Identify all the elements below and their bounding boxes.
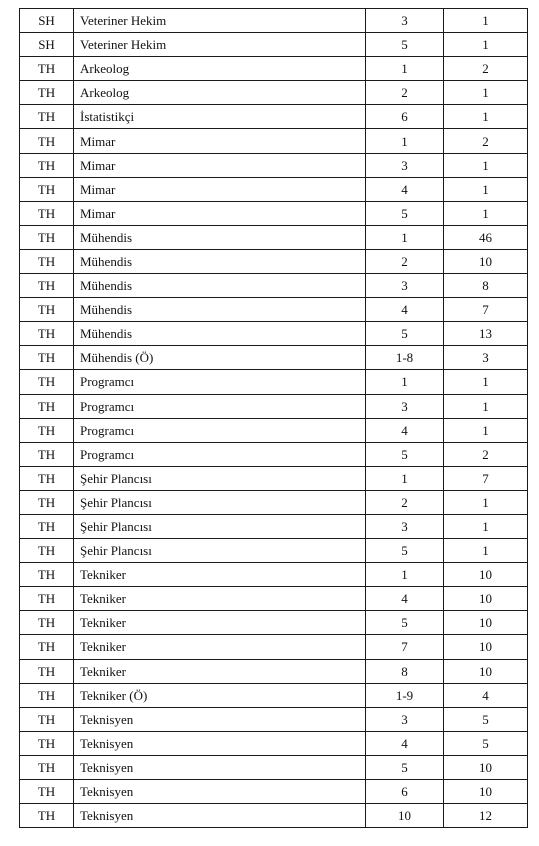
table-row: [20, 635, 528, 659]
table-row: [20, 466, 528, 490]
position-title-cell: Mühendis: [74, 322, 366, 346]
position-title-cell: Mühendis: [74, 249, 366, 273]
position-title-cell: Teknisyen: [74, 780, 366, 804]
service-class-cell: TH: [20, 804, 74, 828]
grade-level-cell: 3: [366, 153, 444, 177]
table-row: [20, 249, 528, 273]
position-count-cell: 10: [444, 249, 528, 273]
table-row: [20, 201, 528, 225]
table-row: [20, 659, 528, 683]
service-class-cell: TH: [20, 731, 74, 755]
table-row: [20, 418, 528, 442]
position-count-cell: 5: [444, 707, 528, 731]
grade-level-cell: 5: [366, 755, 444, 779]
table-row: [20, 780, 528, 804]
service-class-cell: TH: [20, 539, 74, 563]
position-title-cell: İstatistikçi: [74, 105, 366, 129]
grade-level-cell: 8: [366, 659, 444, 683]
position-count-cell: 1: [444, 394, 528, 418]
table-row: [20, 370, 528, 394]
position-count-cell: 7: [444, 298, 528, 322]
position-count-cell: 10: [444, 755, 528, 779]
grade-level-cell: 1: [366, 129, 444, 153]
service-class-cell: TH: [20, 322, 74, 346]
table-row: [20, 514, 528, 538]
service-class-cell: TH: [20, 466, 74, 490]
position-count-cell: 7: [444, 466, 528, 490]
table-row: [20, 322, 528, 346]
service-class-cell: TH: [20, 201, 74, 225]
grade-level-cell: 2: [366, 490, 444, 514]
table-row: [20, 804, 528, 828]
position-title-cell: Tekniker (Ö): [74, 683, 366, 707]
service-class-cell: TH: [20, 298, 74, 322]
table-row: [20, 611, 528, 635]
service-class-cell: TH: [20, 177, 74, 201]
position-title-cell: Tekniker: [74, 611, 366, 635]
grade-level-cell: 2: [366, 249, 444, 273]
grade-level-cell: 6: [366, 105, 444, 129]
grade-level-cell: 1: [366, 225, 444, 249]
grade-level-cell: 1: [366, 370, 444, 394]
service-class-cell: TH: [20, 587, 74, 611]
service-class-cell: SH: [20, 33, 74, 57]
position-title-cell: Mühendis (Ö): [74, 346, 366, 370]
table-row: [20, 707, 528, 731]
grade-level-cell: 1-8: [366, 346, 444, 370]
position-count-cell: 10: [444, 635, 528, 659]
service-class-cell: TH: [20, 563, 74, 587]
grade-level-cell: 3: [366, 394, 444, 418]
position-title-cell: Mühendis: [74, 225, 366, 249]
position-title-cell: Tekniker: [74, 587, 366, 611]
grade-level-cell: 4: [366, 298, 444, 322]
position-count-cell: 1: [444, 490, 528, 514]
position-title-cell: Programcı: [74, 418, 366, 442]
position-count-cell: 12: [444, 804, 528, 828]
position-count-cell: 10: [444, 587, 528, 611]
table-row: [20, 442, 528, 466]
position-count-cell: 10: [444, 659, 528, 683]
grade-level-cell: 4: [366, 177, 444, 201]
service-class-cell: TH: [20, 418, 74, 442]
grade-level-cell: 2: [366, 81, 444, 105]
service-class-cell: TH: [20, 153, 74, 177]
table-row: [20, 33, 528, 57]
grade-level-cell: 1: [366, 466, 444, 490]
position-count-cell: 1: [444, 514, 528, 538]
staff-position-table: [19, 8, 528, 828]
table-row: [20, 9, 528, 33]
position-count-cell: 1: [444, 418, 528, 442]
position-count-cell: 5: [444, 731, 528, 755]
service-class-cell: TH: [20, 129, 74, 153]
grade-level-cell: 1: [366, 563, 444, 587]
service-class-cell: TH: [20, 442, 74, 466]
position-title-cell: Mühendis: [74, 298, 366, 322]
position-count-cell: 46: [444, 225, 528, 249]
position-count-cell: 3: [444, 346, 528, 370]
grade-level-cell: 5: [366, 539, 444, 563]
position-title-cell: Şehir Plancısı: [74, 514, 366, 538]
grade-level-cell: 7: [366, 635, 444, 659]
table-row: [20, 490, 528, 514]
service-class-cell: TH: [20, 225, 74, 249]
grade-level-cell: 10: [366, 804, 444, 828]
service-class-cell: TH: [20, 780, 74, 804]
position-count-cell: 10: [444, 563, 528, 587]
service-class-cell: TH: [20, 57, 74, 81]
grade-level-cell: 3: [366, 9, 444, 33]
position-count-cell: 1: [444, 33, 528, 57]
position-title-cell: Mimar: [74, 177, 366, 201]
grade-level-cell: 5: [366, 442, 444, 466]
table-row: [20, 587, 528, 611]
table-row: [20, 539, 528, 563]
position-title-cell: Mimar: [74, 129, 366, 153]
service-class-cell: TH: [20, 514, 74, 538]
position-title-cell: Teknisyen: [74, 804, 366, 828]
table-row: [20, 298, 528, 322]
grade-level-cell: 3: [366, 514, 444, 538]
grade-level-cell: 5: [366, 201, 444, 225]
table-row: [20, 177, 528, 201]
position-title-cell: Veteriner Hekim: [74, 33, 366, 57]
grade-level-cell: 1-9: [366, 683, 444, 707]
position-title-cell: Programcı: [74, 370, 366, 394]
position-count-cell: 1: [444, 370, 528, 394]
grade-level-cell: 4: [366, 731, 444, 755]
position-count-cell: 10: [444, 780, 528, 804]
service-class-cell: TH: [20, 659, 74, 683]
position-title-cell: Programcı: [74, 394, 366, 418]
position-title-cell: Arkeolog: [74, 81, 366, 105]
position-count-cell: 2: [444, 442, 528, 466]
table-row: [20, 274, 528, 298]
table-row: [20, 755, 528, 779]
grade-level-cell: 6: [366, 780, 444, 804]
service-class-cell: TH: [20, 81, 74, 105]
grade-level-cell: 5: [366, 322, 444, 346]
position-title-cell: Programcı: [74, 442, 366, 466]
service-class-cell: TH: [20, 370, 74, 394]
position-title-cell: Tekniker: [74, 563, 366, 587]
service-class-cell: TH: [20, 635, 74, 659]
position-count-cell: 10: [444, 611, 528, 635]
table-row: [20, 346, 528, 370]
position-title-cell: Teknisyen: [74, 755, 366, 779]
table-row: [20, 105, 528, 129]
table-row: [20, 683, 528, 707]
table-row: [20, 129, 528, 153]
position-count-cell: 1: [444, 9, 528, 33]
grade-level-cell: 1: [366, 57, 444, 81]
service-class-cell: TH: [20, 274, 74, 298]
service-class-cell: TH: [20, 611, 74, 635]
position-count-cell: 13: [444, 322, 528, 346]
position-count-cell: 1: [444, 105, 528, 129]
position-title-cell: Tekniker: [74, 659, 366, 683]
position-title-cell: Şehir Plancısı: [74, 490, 366, 514]
table-row: [20, 394, 528, 418]
position-count-cell: 1: [444, 177, 528, 201]
position-title-cell: Veteriner Hekim: [74, 9, 366, 33]
grade-level-cell: 4: [366, 587, 444, 611]
service-class-cell: TH: [20, 707, 74, 731]
position-title-cell: Mimar: [74, 153, 366, 177]
table-row: [20, 153, 528, 177]
position-count-cell: 4: [444, 683, 528, 707]
grade-level-cell: 3: [366, 707, 444, 731]
position-title-cell: Mimar: [74, 201, 366, 225]
position-title-cell: Arkeolog: [74, 57, 366, 81]
service-class-cell: TH: [20, 346, 74, 370]
position-title-cell: Şehir Plancısı: [74, 539, 366, 563]
position-count-cell: 2: [444, 57, 528, 81]
service-class-cell: TH: [20, 490, 74, 514]
position-title-cell: Teknisyen: [74, 707, 366, 731]
position-count-cell: 1: [444, 81, 528, 105]
position-count-cell: 1: [444, 201, 528, 225]
position-title-cell: Tekniker: [74, 635, 366, 659]
service-class-cell: TH: [20, 105, 74, 129]
table-body: [20, 9, 528, 828]
position-title-cell: Mühendis: [74, 274, 366, 298]
position-title-cell: Şehir Plancısı: [74, 466, 366, 490]
grade-level-cell: 3: [366, 274, 444, 298]
table-row: [20, 57, 528, 81]
table-row: [20, 81, 528, 105]
service-class-cell: TH: [20, 755, 74, 779]
position-count-cell: 8: [444, 274, 528, 298]
position-title-cell: Teknisyen: [74, 731, 366, 755]
position-count-cell: 1: [444, 539, 528, 563]
position-count-cell: 2: [444, 129, 528, 153]
grade-level-cell: 4: [366, 418, 444, 442]
position-count-cell: 1: [444, 153, 528, 177]
service-class-cell: TH: [20, 683, 74, 707]
service-class-cell: TH: [20, 394, 74, 418]
table-row: [20, 731, 528, 755]
grade-level-cell: 5: [366, 33, 444, 57]
table-row: [20, 563, 528, 587]
service-class-cell: TH: [20, 249, 74, 273]
table-row: [20, 225, 528, 249]
service-class-cell: SH: [20, 9, 74, 33]
grade-level-cell: 5: [366, 611, 444, 635]
